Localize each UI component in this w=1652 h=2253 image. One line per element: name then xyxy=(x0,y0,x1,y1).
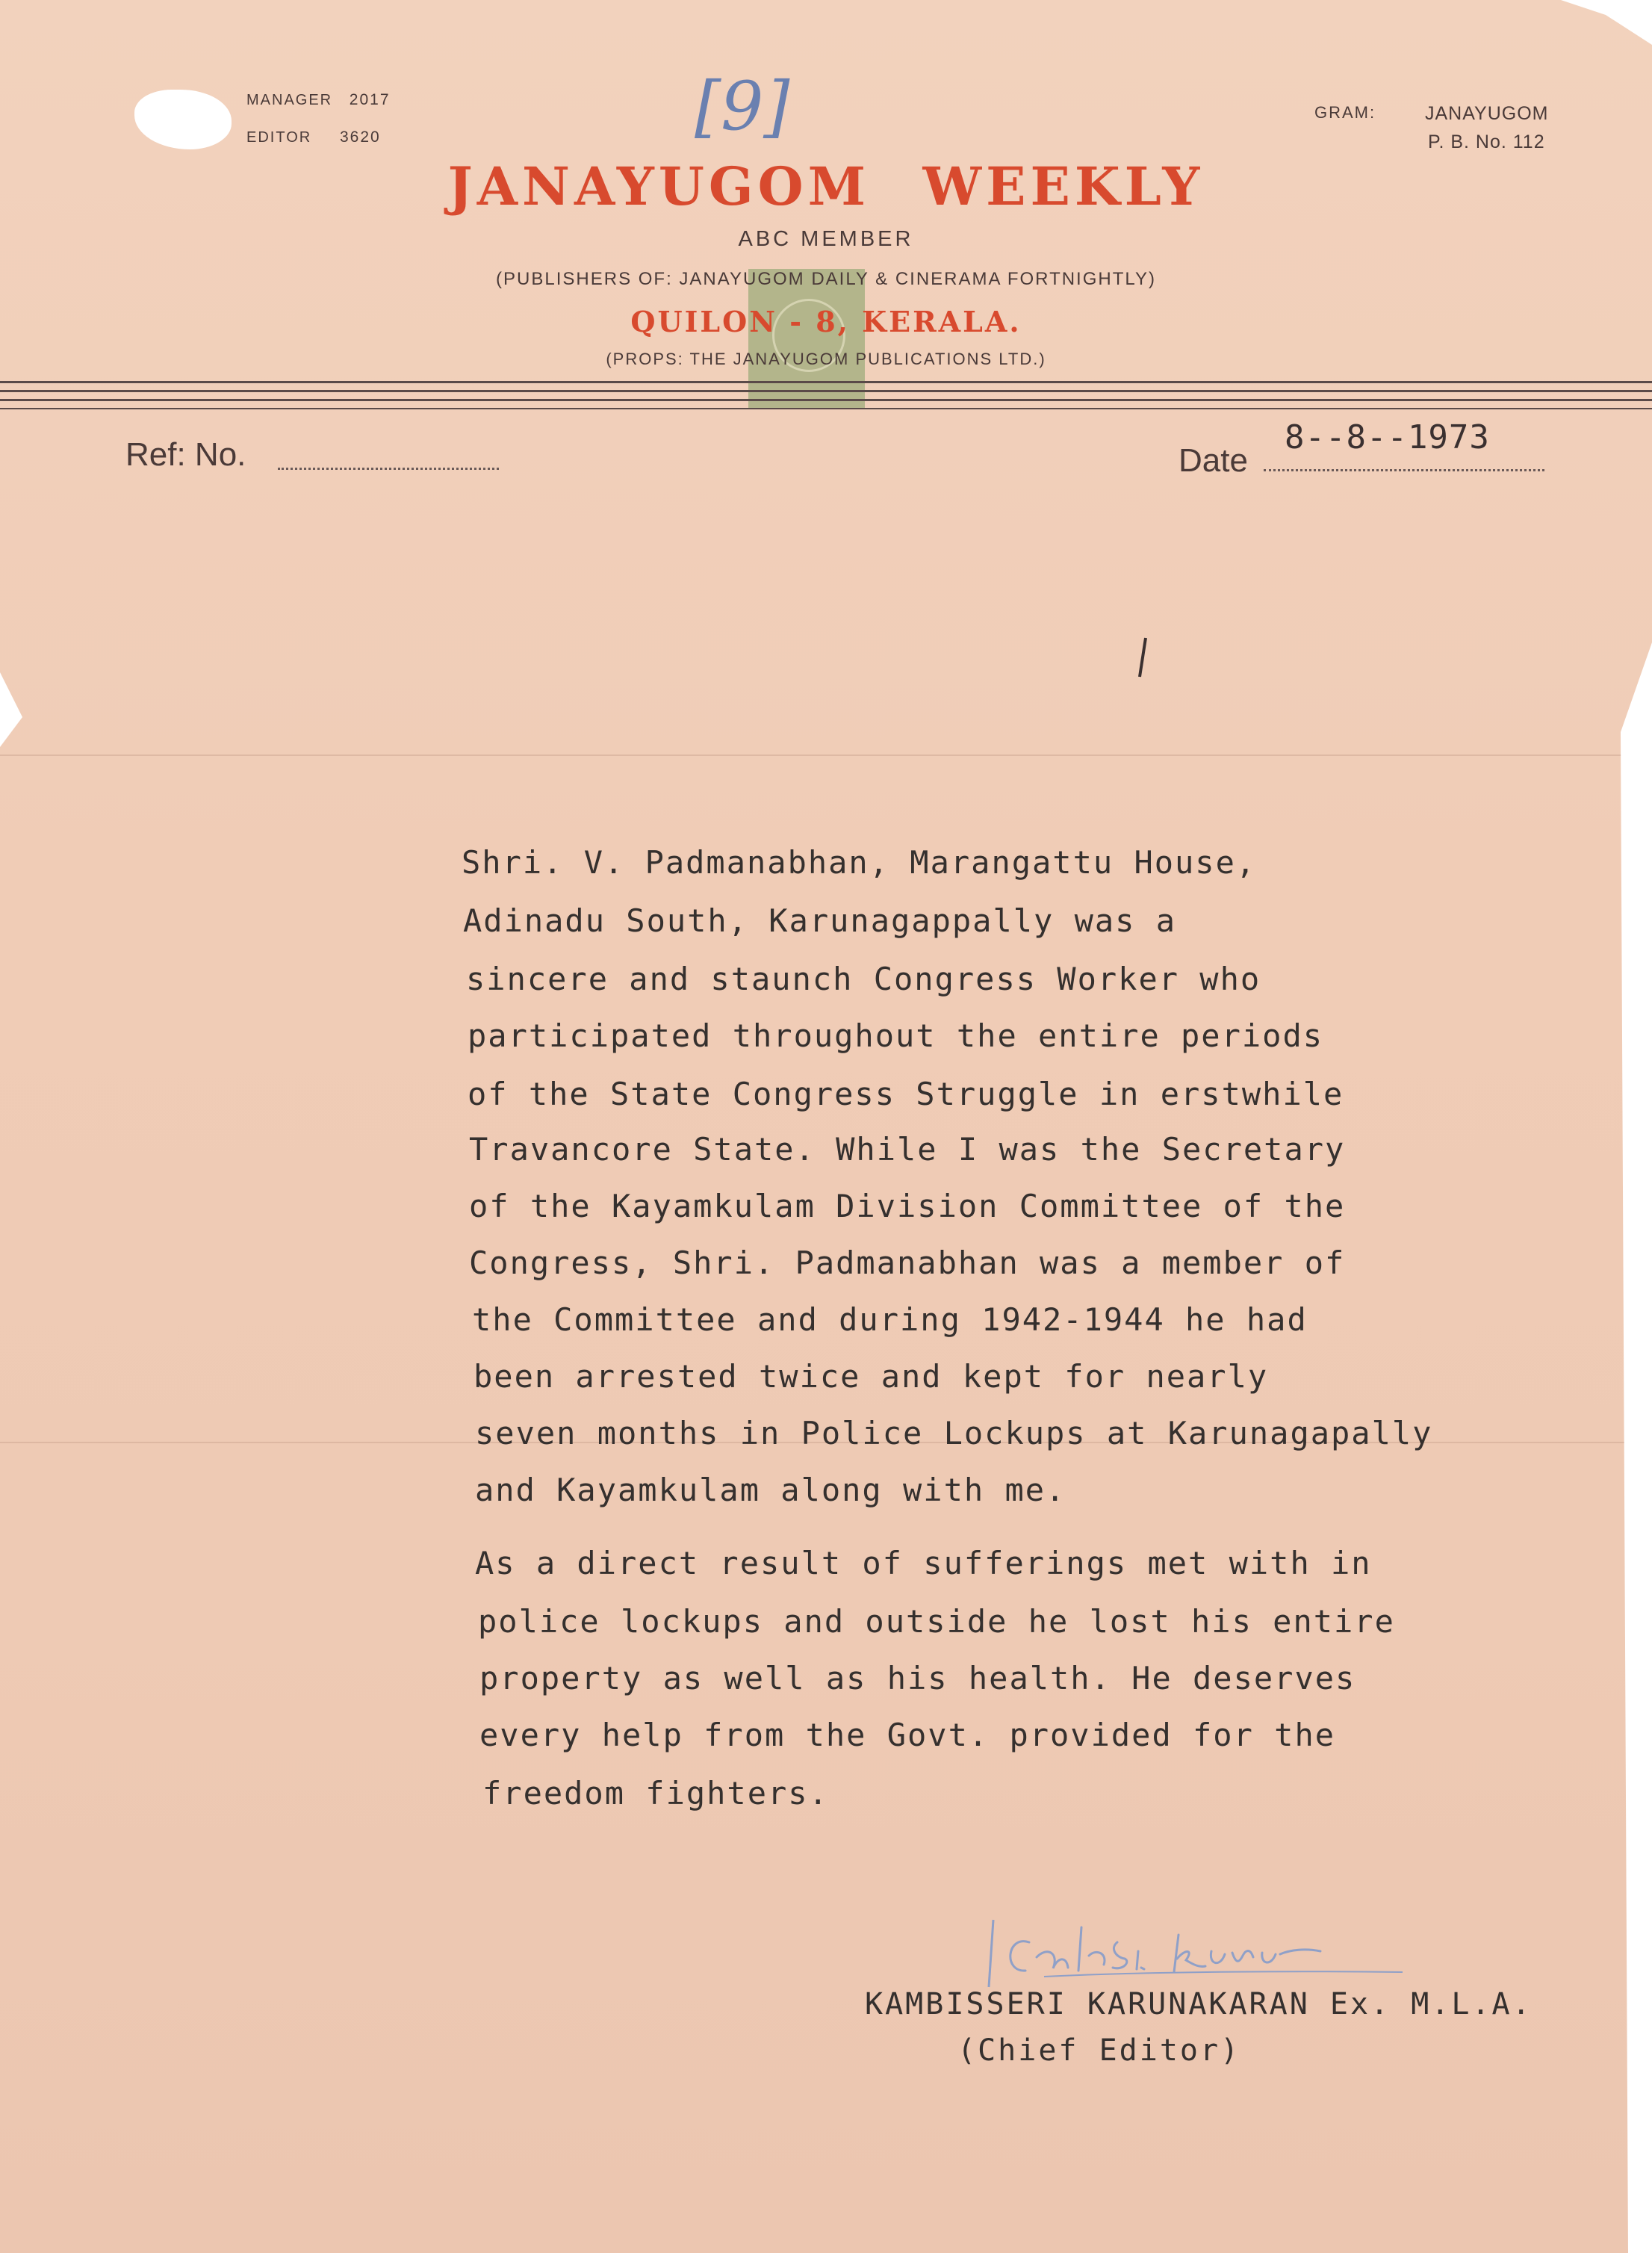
phone-manager-label: MANAGER xyxy=(246,92,333,108)
phone-editor xyxy=(246,128,381,146)
publishers-line: (PUBLISHERS OF: JANAYUGOM DAILY & CINERAMA FORTNIGHTLY) xyxy=(496,269,1156,289)
body-line: of the Kayamkulam Division Committee of the xyxy=(469,1188,1346,1224)
abc-member: ABC MEMBER xyxy=(738,227,914,251)
body-line: been arrested twice and kept for nearly xyxy=(473,1358,1269,1395)
phone-manager-number: 2017 xyxy=(349,91,391,108)
header-rule xyxy=(0,390,1652,392)
body-line: freedom fighters. xyxy=(482,1775,829,1812)
body-line: every help from the Govt. provided for the xyxy=(479,1717,1336,1753)
body-line: Congress, Shri. Padmanabhan was a member of xyxy=(469,1245,1346,1281)
body-line: of the State Congress Struggle in erstwhile xyxy=(468,1076,1344,1112)
header-rule xyxy=(0,399,1652,401)
header-rule xyxy=(0,408,1652,409)
gram-label: GRAM: xyxy=(1314,103,1376,122)
phone-editor-number: 3620 xyxy=(340,128,381,146)
gram-value: JANAYUGOM xyxy=(1425,103,1549,124)
body-line: participated throughout the entire periods xyxy=(468,1017,1324,1054)
body-line: As a direct result of sufferings met with in xyxy=(475,1545,1372,1581)
header-rule xyxy=(0,381,1652,383)
po-box: P. B. No. 112 xyxy=(1428,131,1545,152)
body-line: and Kayamkulam along with me. xyxy=(475,1472,1066,1508)
signatory-name: KAMBISSERI KARUNAKARAN Ex. M.L.A. xyxy=(865,1987,1533,2021)
body-line: property as well as his health. He deserves xyxy=(479,1660,1356,1696)
body-line: Adinadu South, Karunagappally was a xyxy=(463,902,1177,939)
props-line: (PROPS: THE JANAYUGOM PUBLICATIONS LTD.) xyxy=(606,350,1046,368)
date-value: 8--8--1973 xyxy=(1285,418,1490,456)
body-line: sincere and staunch Congress Worker who xyxy=(466,961,1261,997)
body-line: Shri. V. Padmanabhan, Marangattu House, xyxy=(462,844,1257,881)
ref-label: Ref: No. xyxy=(125,436,246,473)
masthead-title: JANAYUGOM WEEKLY xyxy=(447,155,1205,217)
paper-tear xyxy=(134,90,232,149)
phone-manager xyxy=(246,91,391,109)
place-line: QUILON - 8, KERALA. xyxy=(630,305,1022,338)
date-dotted-line xyxy=(1264,469,1544,471)
signatory-role: (Chief Editor) xyxy=(957,2033,1241,2068)
body-line: seven months in Police Lockups at Karunagapally xyxy=(475,1415,1433,1451)
body-line: Travancore State. While I was the Secretary xyxy=(469,1131,1346,1168)
body-line: the Committee and during 1942-1944 he had xyxy=(472,1301,1308,1338)
handwritten-note: [9] xyxy=(695,67,790,146)
fold-crease xyxy=(0,754,1652,756)
pen-tick-mark xyxy=(1135,635,1150,680)
body-line: police lockups and outside he lost his entire xyxy=(478,1603,1395,1640)
ref-dotted-line xyxy=(278,468,499,470)
phone-editor-label: EDITOR xyxy=(246,129,312,146)
date-label: Date xyxy=(1179,442,1248,479)
handwritten-signature xyxy=(984,1912,1432,1995)
